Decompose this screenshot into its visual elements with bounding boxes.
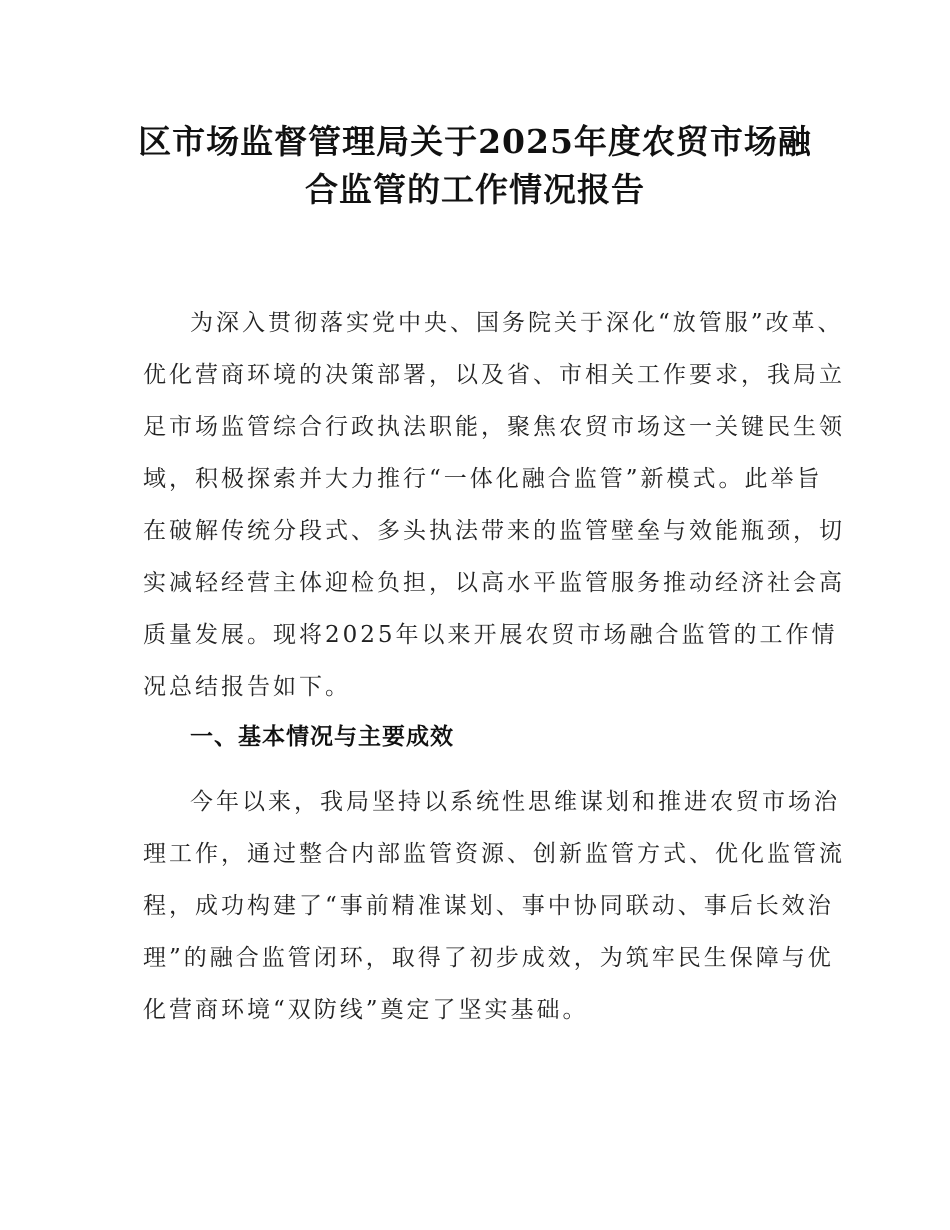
paragraph-line: 化营商环境“双防线”奠定了坚实基础。	[143, 997, 589, 1023]
paragraph-line: 优化营商环境的决策部署，以及省、市相关工作要求，我局立	[143, 362, 845, 388]
document-title	[0, 118, 950, 214]
paragraph-line: 实减轻经营主体迎检负担，以高水平监管服务推动经济社会高	[143, 570, 845, 596]
paragraph-line: 在破解传统分段式、多头执法带来的监管壁垒与效能瓶颈，切	[143, 518, 845, 544]
paragraph-line: 况总结报告如下。	[143, 674, 351, 700]
paragraph-line: 为深入贯彻落实党中央、国务院关于深化“放管服”改革、	[190, 310, 844, 336]
title-line-1: 区市场监督管理局关于2025年度农贸市场融	[138, 122, 812, 161]
paragraph-line: 理”的融合监管闭环，取得了初步成效，为筑牢民生保障与优	[143, 945, 834, 971]
paragraph-line: 足市场监管综合行政执法职能，聚焦农贸市场这一关键民生领	[143, 414, 845, 440]
title-line-2: 合监管的工作情况报告	[305, 170, 645, 209]
paragraph-line: 理工作，通过整合内部监管资源、创新监管方式、优化监管流	[143, 841, 845, 867]
section-heading: 一、基本情况与主要成效	[190, 724, 454, 750]
paragraph-line: 程，成功构建了“事前精准谋划、事中协同联动、事后长效治	[143, 893, 834, 919]
paragraph-line: 域，积极探索并大力推行“一体化融合监管”新模式。此举旨	[143, 466, 823, 492]
paragraph-line: 今年以来，我局坚持以系统性思维谋划和推进农贸市场治	[190, 789, 840, 815]
paragraph-line: 质量发展。现将2025年以来开展农贸市场融合监管的工作情	[143, 622, 838, 648]
